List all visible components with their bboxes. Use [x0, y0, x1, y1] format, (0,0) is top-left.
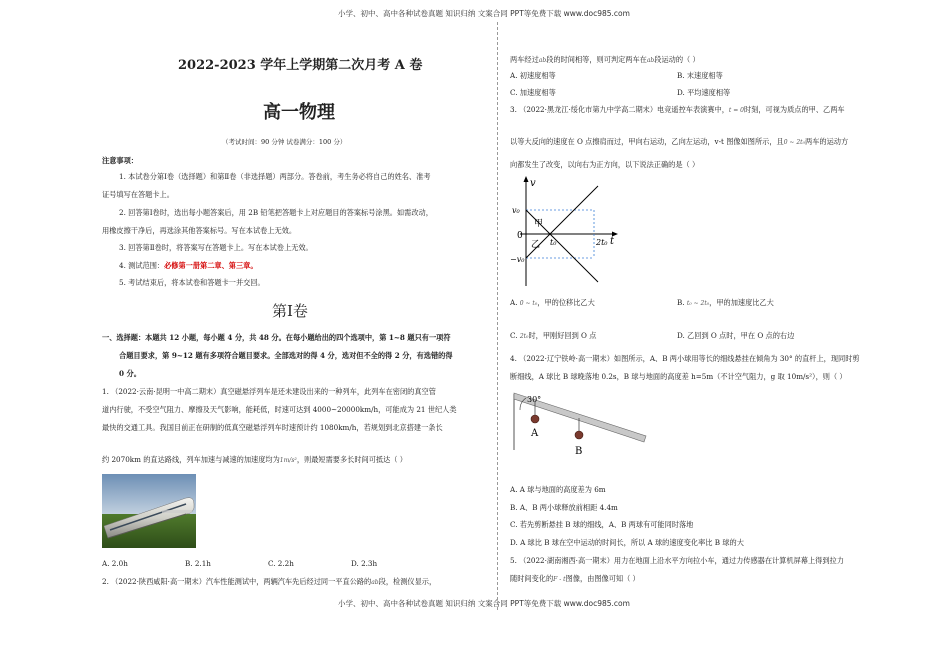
q1-line-b: 道内行驶，不受空气阻力、摩擦及天气影响，能耗低，时速可达到 4000~20000km/h，可能成为 21 世纪人类: [102, 405, 457, 414]
q3-optB-text: ，甲的加速度比乙大: [709, 298, 774, 307]
label-a: A: [531, 428, 539, 439]
yi-label: 乙: [531, 240, 541, 250]
q1-line-d: [102, 454, 407, 467]
q3-optC-text: 时，甲刚好回到 O 点: [528, 331, 597, 340]
q2-ab-formula: ab: [371, 579, 379, 586]
note-3: 3. 回答第Ⅱ卷时，将答案写在答题卡上。写在本试卷上无效。: [119, 243, 313, 252]
q4-option-d: D. A 球比 B 球在空中运动的时间长，所以 A 球的速度变化率比 B 球的大: [510, 538, 744, 547]
q4-figure: [510, 390, 648, 460]
note-1a: 1. 本试卷分第Ⅰ卷（选择题）和第Ⅱ卷（非选择题）两部分。答卷前，考生务必将自己的姓名、准考: [119, 172, 431, 181]
subject-title: 高一物理: [263, 102, 335, 123]
part1-intro-c: 0 分。: [119, 369, 141, 378]
q2-line-b-end: 段运动的（ ）: [654, 55, 700, 64]
q1-option-c: C. 2.2h: [268, 559, 294, 568]
q3-line-a: [510, 104, 845, 117]
q3-interval-formula: 0 ~ 2t₀: [783, 139, 805, 146]
part1-intro-a: 一、选择题：本题共 12 小题，每小题 4 分，共 48 分。在每小题给出的四个选项中，第 1~8 题只有一项符: [102, 333, 451, 342]
notes-heading: 注意事项：: [102, 156, 138, 165]
q5-line-b-text: 随时间变化的: [510, 574, 554, 583]
column-divider: [497, 22, 498, 610]
note-5: 5. 考试结束后，将本试卷和答题卡一并交回。: [119, 278, 265, 287]
note-2b: 用橡皮擦干净后，再选涂其他答案标号。写在本试卷上无效。: [102, 226, 297, 235]
q2-option-a: A. 初速度相等: [510, 71, 556, 80]
q3-optA-text: ，甲的位移比乙大: [537, 298, 595, 307]
label-b: B: [575, 446, 583, 457]
q2-line-a: [102, 576, 436, 589]
note-4: [119, 260, 258, 272]
q3-line-b: [510, 136, 848, 149]
q3-line-b-text: 以等大反向的速度在 O 点擦肩而过，甲向右运动，乙向左运动，v-t 图像如图所示，且: [510, 137, 784, 146]
q2-option-c: C. 加速度相等: [510, 88, 556, 97]
v-label: v: [530, 178, 536, 189]
q3-option-b: B. t₀ ~ 2t₀，甲的加速度比乙大: [677, 298, 774, 307]
q1-option-a: A. 2.0h: [102, 559, 128, 568]
q4-option-a: A. A 球与地面的高度差为 6m: [510, 485, 606, 494]
part1-title: 第Ⅰ卷: [272, 302, 308, 320]
exam-meta: （考试时间：90 分钟 试卷满分：100 分）: [222, 138, 347, 146]
maglev-train-image: [102, 474, 196, 548]
q3-option-d: D. 乙回到 O 点时，甲在 O 点的右边: [677, 331, 795, 340]
q3-option-a: A. 0 ~ t₀，甲的位移比乙大: [510, 298, 595, 307]
q3-line-a-end: 时刻，可视为质点的甲、乙两车: [743, 105, 845, 114]
q2-option-b: B. 末速度相等: [677, 71, 723, 80]
jia-label: 甲: [534, 219, 544, 229]
q5-line-a: 5. （2022·湖南湘西·高一期末）用力在地面上沿水平方向拉小车，通过力传感器在计算机屏幕上得到拉力: [510, 556, 844, 565]
angle-label: 30°: [527, 395, 542, 404]
t-label: t: [610, 236, 615, 247]
q4-line-b: 断细线，A 球比 B 球晚落地 0.2s，B 球与地面的高度差 h=5m（不计空气阻力，g 取 10m/s²），则（ ）: [510, 372, 847, 381]
q5-line-b: [510, 573, 640, 586]
q2-option-d: D. 平均速度相等: [677, 88, 731, 97]
note-4-prefix: 4. 测试范围：: [119, 261, 165, 270]
q4-option-c: C. 若先剪断悬挂 B 球的细线，A、B 两球有可能同时落地: [510, 520, 694, 529]
q1-line-c: 最快的交通工具。我国目前正在研制的低真空磁悬浮列车时速预计约 1080km/h，若规划到北京搭建一条长: [102, 423, 443, 432]
ball-a: [531, 415, 539, 423]
q2-line-a-end: 段，检测仪显示，: [378, 577, 437, 586]
q2-line-b-mid: 段的时间相等，则可判定两车在: [546, 55, 647, 64]
v0-label: v₀: [512, 206, 520, 215]
q3-option-c: C. 2t₀时，甲刚好回到 O 点: [510, 331, 597, 340]
neg-v0-label: −v₀: [510, 255, 525, 264]
q4-line-a: 4. （2022·辽宁铁岭·高一期末）如图所示，A、B 两小球用等长的细线悬挂在倾角为 30° 的直杆上，现同时剪: [510, 354, 860, 363]
q2-line-a-text: 2. （2022·陕西咸阳·高一期末）汽车性能测试中，两辆汽车先后经过同一平直公路的: [102, 577, 372, 586]
note-4-scope: 必修第一册第二章、第三章。: [164, 261, 258, 270]
q3-vt-graph: [510, 174, 620, 290]
q3-t0-formula: t = 0: [728, 107, 744, 114]
q1-option-b: B. 2.1h: [185, 559, 211, 568]
q1-line-d-text: 约 2070km 的直达路线，列车加速与减速的加速度均为: [102, 455, 280, 464]
origin-label: 0: [517, 231, 523, 241]
page-header: 小学、初中、高中各种试卷真题 知识归纳 文案合同 PPT等免费下载 www.doc985.com: [338, 9, 630, 18]
q4-option-b: B. A、B 两小球释放前相距 4.4m: [510, 503, 618, 512]
part1-intro-b: 合题目要求，第 9~12 题有多项符合题目要求。全部选对的得 4 分，选对但不全的得 2 分，有选错的得: [119, 351, 453, 360]
q2-line-b-text: 两车经过: [510, 55, 539, 64]
q3-line-c: 向都发生了改变，以向右为正方向，以下说法正确的是（ ）: [510, 160, 700, 169]
q2-ab-formula-2: ab: [538, 57, 547, 64]
q3-optC-formula: 2t₀: [519, 333, 529, 340]
q1-line-d-end: ，则最短需要多长时间可抵达（ ）: [296, 455, 407, 464]
q3-optB-formula: t₀ ~ 2t₀: [686, 300, 710, 307]
q3-line-b-end: 两车的运动方: [805, 137, 849, 146]
q3-line-a-text: 3. （2022·黑龙江·绥化市第九中学高二期末）电竞遥控车表演赛中，: [510, 105, 729, 114]
ball-b: [575, 431, 583, 439]
q5-line-b-end: 图像，由图像可知（ ）: [565, 574, 640, 583]
q5-ft-formula: F - t: [553, 576, 566, 583]
page-footer: 小学、初中、高中各种试卷真题 知识归纳 文案合同 PPT等免费下载 www.doc985.com: [338, 599, 630, 608]
note-2a: 2. 回答第Ⅰ卷时，选出每小题答案后，用 2B 铅笔把答题卡上对应题目的答案标号涂黑。如需改动，: [119, 208, 433, 217]
t0-label: t₀: [550, 238, 557, 247]
note-1b: 证号填写在答题卡上。: [102, 190, 174, 199]
q2-ab-formula-3: ab: [646, 57, 655, 64]
q1-line-a: 1. （2022·云南·昆明一中高二期末）真空磁悬浮列车是还未建设出来的一种列车，此列车在密闭的真空管: [102, 387, 436, 396]
2t0-label: 2t₀: [596, 238, 608, 247]
exam-title: 2022-2023 学年上学期第二次月考 A 卷: [178, 58, 423, 73]
q3-optA-formula: 0 ~ t₀: [519, 300, 538, 307]
q1-accel-formula: 1m/s²: [279, 457, 297, 464]
q1-option-d: D. 2.3h: [351, 559, 378, 568]
q2-line-b: [510, 54, 700, 67]
v-axis-arrow: [524, 176, 529, 182]
